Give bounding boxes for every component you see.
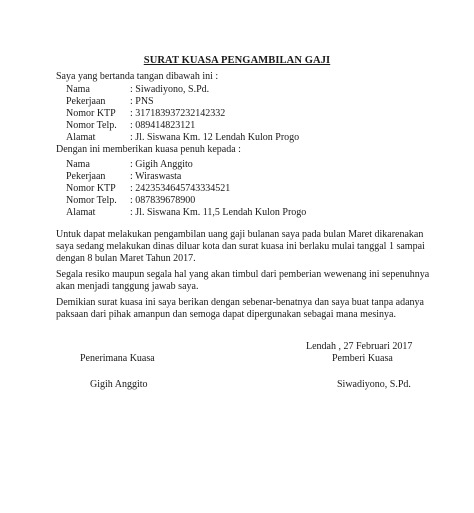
paragraph-purpose xyxy=(56,229,426,265)
paragraph-line: saya sedang melakukan dinas diluar kota dan surat kuasa ini berlaku mulai tanggal 1 sampai xyxy=(56,241,425,252)
field-label: Nama xyxy=(66,159,90,170)
grantor-ktp-row xyxy=(66,108,225,120)
grantor-address-row xyxy=(66,132,299,144)
field-label: Nomor Telp. xyxy=(66,120,117,131)
field-label: Nama xyxy=(66,84,90,95)
paragraph-line: Demikian surat kuasa ini saya berikan dengan sebenar-benatnya dan saya buat tanpa adanya xyxy=(56,297,424,308)
field-value: : Siwadiyono, S.Pd. xyxy=(130,84,210,95)
field-label: Nomor KTP xyxy=(66,183,116,194)
grantor-job-row xyxy=(66,96,154,108)
grantee-job-row xyxy=(66,171,181,183)
field-label: Nomor Telp. xyxy=(66,195,117,206)
field-value: : 089414823121 xyxy=(130,120,196,131)
field-value: : Jl. Siswana Km. 12 Lendah Kulon Progo xyxy=(130,132,300,143)
grantor-name-row xyxy=(66,84,209,96)
field-label: Alamat xyxy=(66,132,96,143)
paragraph-risk xyxy=(56,269,430,293)
paragraph-line: paksaan dari pihak amanpun dan semoga dapat dipergunakan sebagai mana mesinya. xyxy=(56,309,396,320)
field-label: Alamat xyxy=(66,207,96,218)
field-label: Pekerjaan xyxy=(66,96,106,107)
paragraph-line: Untuk dapat melakukan pengambilan uang gaji bulanan saya pada bulan Maret dikarenakan xyxy=(56,229,424,240)
field-value: : 317183937232142332 xyxy=(130,108,226,119)
letter-title: SURAT KUASA PENGAMBILAN GAJI xyxy=(143,55,331,66)
field-value: : Wiraswasta xyxy=(130,171,182,182)
paragraph-closing xyxy=(56,297,426,321)
field-value: : PNS xyxy=(130,96,154,107)
field-value: : Gigih Anggito xyxy=(130,159,193,170)
grantee-name-row xyxy=(66,159,193,171)
place-date: Lendah , 27 Februari 2017 xyxy=(306,341,413,352)
intro-text: Saya yang bertanda tangan dibawah ini : xyxy=(56,71,219,82)
field-value: : Jl. Siswana Km. 11,5 Lendah Kulon Progo xyxy=(130,207,307,218)
paragraph-line: Segala resiko maupun segala hal yang akan timbul dari pemberian wewenang ini sepenuhnya xyxy=(56,269,430,280)
giver-name: Siwadiyono, S.Pd. xyxy=(337,379,411,390)
grantor-phone-row xyxy=(66,120,195,132)
grantee-address-row xyxy=(66,207,306,219)
field-value: : 2423534645743334521 xyxy=(130,183,231,194)
grantee-ktp-row xyxy=(66,183,230,195)
grantee-phone-row xyxy=(66,195,195,207)
giver-label: Pemberi Kuasa xyxy=(332,353,393,364)
receiver-label: Penerimana Kuasa xyxy=(80,353,155,364)
field-label: Nomor KTP xyxy=(66,108,116,119)
field-label: Pekerjaan xyxy=(66,171,106,182)
receiver-name: Gigih Anggito xyxy=(90,379,148,390)
paragraph-line: akan menjadi tanggung jawab saya. xyxy=(56,281,199,292)
grant-statement: Dengan ini memberikan kuasa penuh kepada : xyxy=(56,144,241,155)
paragraph-line: dengan 8 bulan Maret Tahun 2017. xyxy=(56,253,196,264)
field-value: : 087839678900 xyxy=(130,195,196,206)
